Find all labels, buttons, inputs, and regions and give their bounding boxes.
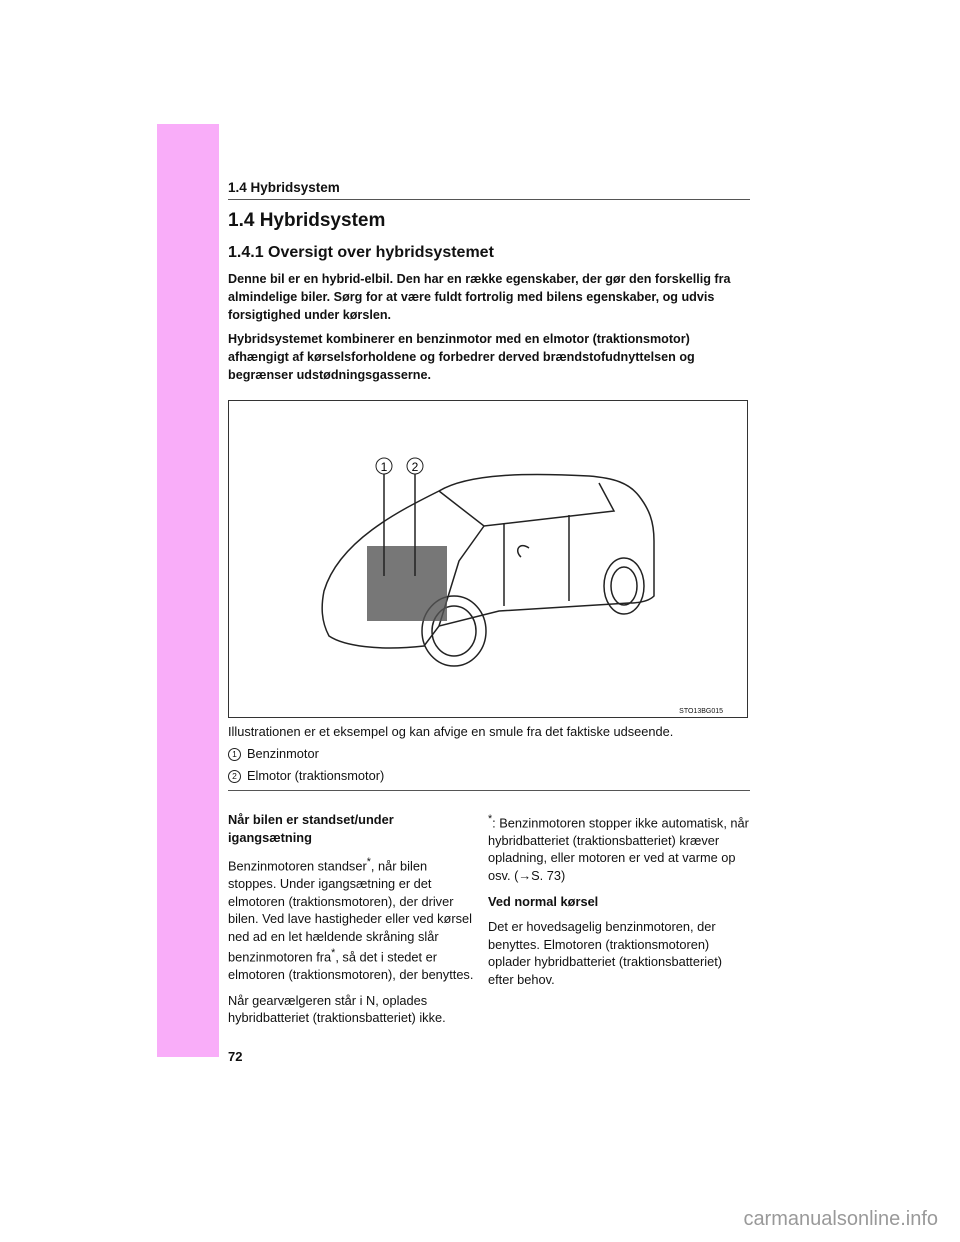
right-column [488, 811, 750, 1035]
figure-code: STO13BG015 [679, 708, 723, 715]
page-content [228, 180, 750, 1064]
car-illustration [228, 400, 748, 718]
figure-rule [228, 790, 750, 791]
legend-item [228, 746, 750, 762]
right-heading: Ved normal kørsel [488, 893, 599, 909]
section-title: 1.4 Hybridsystem [228, 210, 386, 231]
number-2-icon: 2 [228, 770, 241, 783]
right-paragraph: Det er hovedsagelig benzinmotoren, der benyttes. Elmotoren (traktionsmotoren) oplader hybridbatteriet (traktionsbatteriet) efter behov. [488, 919, 723, 988]
subsection-title: 1.4.1 Oversigt over hybridsystemet [228, 244, 494, 261]
running-header: 1.4 Hybridsystem [228, 180, 340, 195]
text-columns [228, 811, 750, 1035]
watermark[interactable]: carmanualsonline.info [743, 1208, 938, 1230]
figure-caption: Illustrationen er et eksempel og kan afvige en smule fra det faktiske udseende. [228, 724, 674, 739]
left-heading: Når bilen er standset/under igangsætning [228, 812, 394, 845]
footnote: *: Benzinmotoren stopper ikke automatisk, når hybridbatteriet (traktionsbatteriet) kræver opladning, eller motoren er ved at varme op osv. (→S. 73) [488, 813, 749, 884]
legend-item [228, 768, 750, 784]
legend-label: Benzinmotor [247, 746, 319, 761]
intro-paragraph: Denne bil er en hybrid-elbil. Den har en række egenskaber, der gør den forskellig fra almindelige biler. Sørg for at være fuldt fortrolig med bilens egenskaber, og udvis forsigtighed under kørslen. [228, 272, 731, 322]
page-number: 72 [228, 1049, 243, 1065]
chapter-tab-bar [157, 124, 219, 1057]
callout-1: 1 [380, 460, 388, 474]
number-1-icon: 1 [228, 748, 241, 761]
left-paragraph: Når gearvælgeren står i N, oplades hybridbatteriet (traktionsbatteriet) ikke. [228, 992, 446, 1026]
car-drawing [229, 401, 746, 716]
callout-2: 2 [411, 460, 419, 474]
intro-paragraph: Hybridsystemet kombinerer en benzinmotor med en elmotor (traktionsmotor) afhængigt af kørselsforholdene og forbedrer derved brændstofudnyttelsen og begrænser udstødningsgasserne. [228, 332, 695, 382]
engine-block [367, 546, 447, 621]
legend-label: Elmotor (traktionsmotor) [247, 768, 385, 783]
left-column [228, 811, 478, 1035]
left-paragraph: Benzinmotoren standser*, når bilen stoppes. Under igangsætning er det elmotoren (traktionsmotoren), der driver bilen. Ved lave hastigheder eller ved kørsel ned ad en let hældende skråning slår benzinmotoren fra*, så det i stedet er elmotoren (traktionsmotoren), der benyttes. [228, 856, 474, 983]
header-rule [228, 199, 750, 200]
